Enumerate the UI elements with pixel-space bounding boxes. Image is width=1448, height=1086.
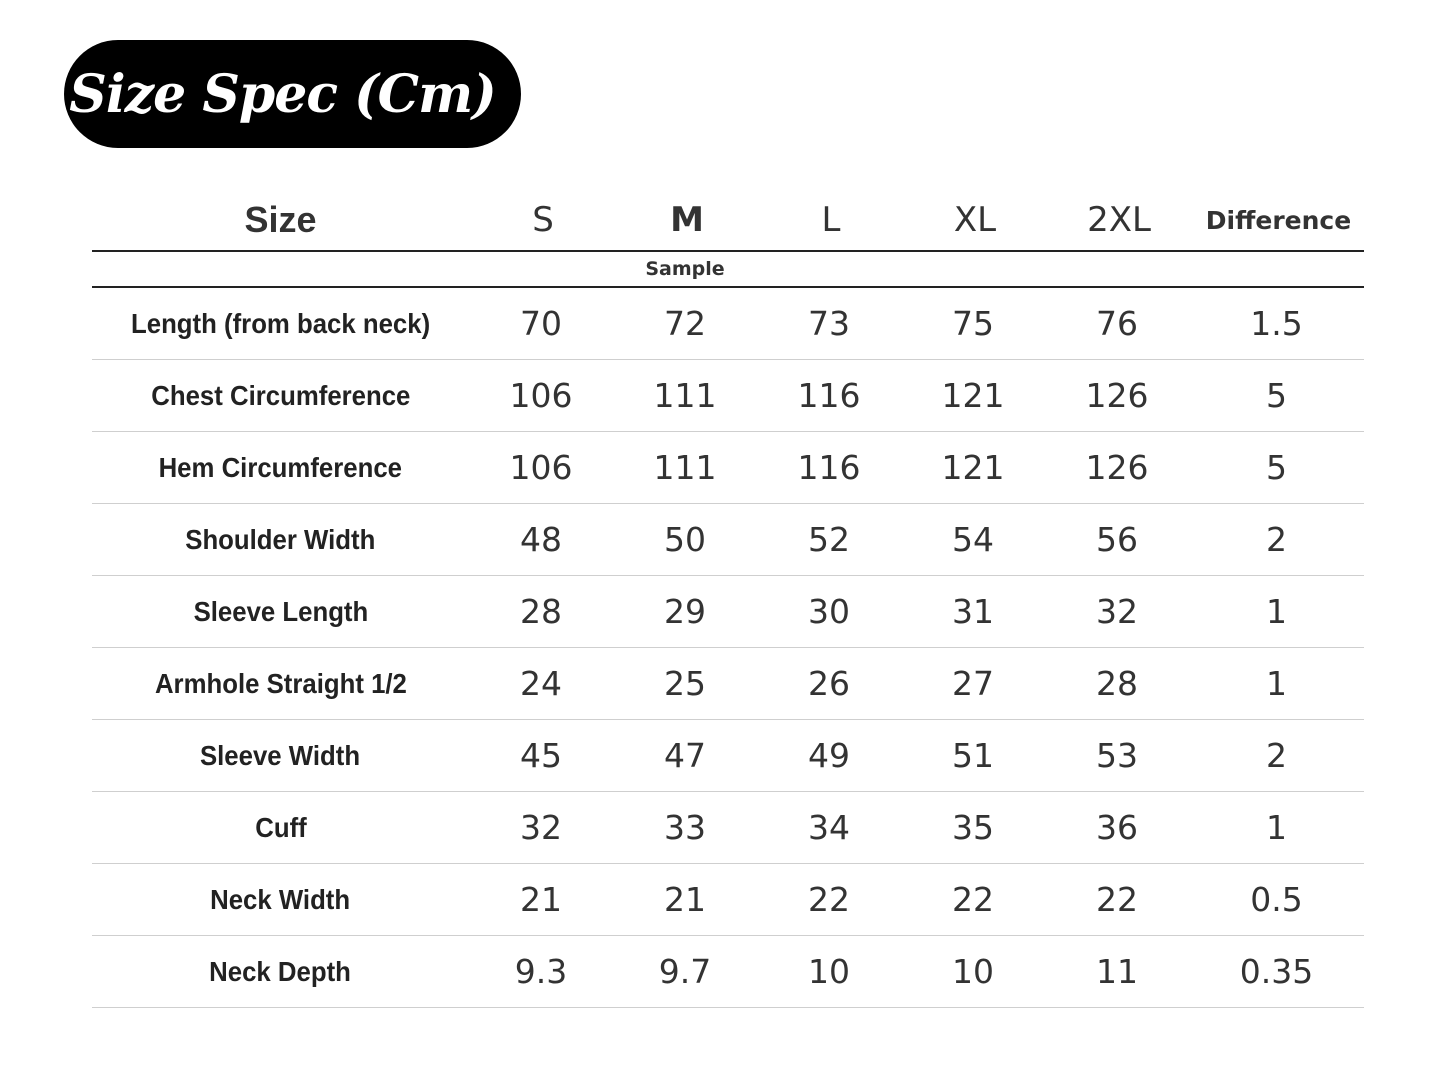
- table-cell-value: 9.3: [514, 952, 568, 991]
- table-row: [92, 432, 1364, 504]
- row-label-cell: [92, 452, 469, 484]
- header-size-l: L: [821, 200, 841, 240]
- table-cell-value: 51: [952, 736, 994, 775]
- table-cell-value: 22: [808, 880, 850, 919]
- table-row: [92, 792, 1364, 864]
- table-cell-value: 31: [952, 592, 994, 631]
- table-cell-difference: 2: [1266, 520, 1287, 559]
- table-cell-value: 116: [797, 448, 861, 487]
- row-label: Chest Circumference: [150, 379, 411, 411]
- row-label-cell: [92, 668, 469, 700]
- table-cell-difference: 0.35: [1239, 952, 1314, 991]
- table-cell-value: 106: [509, 448, 573, 487]
- table-cell-value: 33: [664, 808, 706, 847]
- table-cell-value: 50: [664, 520, 706, 559]
- row-label: Hem Circumference: [158, 451, 403, 483]
- page-title: Size Spec (Cm): [69, 63, 496, 125]
- table-cell-value: 24: [520, 664, 562, 703]
- row-label: Shoulder Width: [185, 523, 376, 555]
- table-cell-difference: 1: [1266, 592, 1287, 631]
- row-label: Armhole Straight 1/2: [154, 667, 407, 699]
- header-size-xl: XL: [953, 200, 997, 240]
- table-row: [92, 360, 1364, 432]
- table-cell-difference: 2: [1266, 736, 1287, 775]
- header-size-s: S: [532, 200, 554, 240]
- table-cell-value: 111: [653, 448, 717, 487]
- table-cell-value: 126: [1085, 376, 1149, 415]
- table-row: [92, 648, 1364, 720]
- table-cell-value: 29: [664, 592, 706, 631]
- table-cell-value: 72: [664, 304, 706, 343]
- row-label-cell: [92, 380, 469, 412]
- table-cell-value: 73: [808, 304, 850, 343]
- row-label-cell: [92, 740, 469, 772]
- table-cell-value: 106: [509, 376, 573, 415]
- row-label: Length (from back neck): [130, 307, 431, 339]
- row-label: Cuff: [254, 811, 307, 843]
- table-cell-difference: 1: [1266, 808, 1287, 847]
- table-cell-value: 76: [1096, 304, 1138, 343]
- table-row: [92, 936, 1364, 1008]
- table-cell-value: 121: [941, 448, 1005, 487]
- row-label-cell: [92, 884, 469, 916]
- row-label-cell: [92, 308, 469, 340]
- row-label: Neck Width: [210, 883, 351, 915]
- table-cell-difference: 0.5: [1250, 880, 1303, 919]
- table-row: [92, 864, 1364, 936]
- table-cell-value: 21: [664, 880, 706, 919]
- header-size-m: M: [670, 200, 704, 240]
- table-cell-value: 10: [952, 952, 994, 991]
- table-cell-value: 27: [952, 664, 994, 703]
- table-cell-value: 34: [808, 808, 850, 847]
- table-cell-value: 30: [808, 592, 850, 631]
- table-cell-value: 10: [808, 952, 850, 991]
- table-cell-value: 70: [520, 304, 562, 343]
- sample-row: [92, 252, 1364, 288]
- row-label: Sleeve Width: [200, 739, 361, 771]
- table-cell-value: 116: [797, 376, 861, 415]
- table-cell-difference: 1.5: [1250, 304, 1303, 343]
- table-row: [92, 720, 1364, 792]
- table-cell-value: 45: [520, 736, 562, 775]
- header-difference-label: Difference: [1205, 205, 1352, 235]
- table-cell-value: 54: [952, 520, 994, 559]
- table-cell-value: 22: [952, 880, 994, 919]
- header-size-2xl: 2XL: [1087, 200, 1151, 240]
- table-cell-value: 26: [808, 664, 850, 703]
- table-cell-difference: 5: [1266, 376, 1287, 415]
- row-label-cell: [92, 812, 469, 844]
- table-cell-value: 49: [808, 736, 850, 775]
- table-cell-difference: 1: [1266, 664, 1287, 703]
- row-label-cell: [92, 596, 469, 628]
- row-label: Neck Depth: [209, 955, 352, 987]
- title-banner: [64, 40, 521, 148]
- table-cell-value: 35: [952, 808, 994, 847]
- table-cell-value: 28: [1096, 664, 1138, 703]
- table-cell-value: 48: [520, 520, 562, 559]
- table-cell-value: 21: [520, 880, 562, 919]
- table-cell-value: 9.7: [658, 952, 712, 991]
- table-cell-value: 111: [653, 376, 717, 415]
- table-cell-value: 53: [1096, 736, 1138, 775]
- row-label: Sleeve Length: [193, 595, 368, 627]
- table-cell-value: 56: [1096, 520, 1138, 559]
- table-cell-value: 28: [520, 592, 562, 631]
- row-label-cell: [92, 956, 469, 988]
- table-cell-value: 75: [952, 304, 994, 343]
- table-cell-value: 121: [941, 376, 1005, 415]
- table-body: [92, 288, 1364, 1008]
- table-cell-value: 126: [1085, 448, 1149, 487]
- table-cell-value: 32: [520, 808, 562, 847]
- table-cell-value: 11: [1096, 952, 1138, 991]
- table-row: [92, 504, 1364, 576]
- table-cell-value: 36: [1096, 808, 1138, 847]
- table-cell-value: 47: [664, 736, 706, 775]
- size-spec-table: [92, 190, 1364, 1008]
- table-cell-value: 52: [808, 520, 850, 559]
- table-cell-value: 32: [1096, 592, 1138, 631]
- row-label-cell: [92, 524, 469, 556]
- table-header-row: [92, 190, 1364, 252]
- table-cell-value: 22: [1096, 880, 1138, 919]
- table-cell-difference: 5: [1266, 448, 1287, 487]
- table-row: [92, 576, 1364, 648]
- header-size-label: Size: [244, 199, 317, 240]
- sample-label: Sample: [645, 258, 725, 280]
- table-cell-value: 25: [664, 664, 706, 703]
- table-row: [92, 288, 1364, 360]
